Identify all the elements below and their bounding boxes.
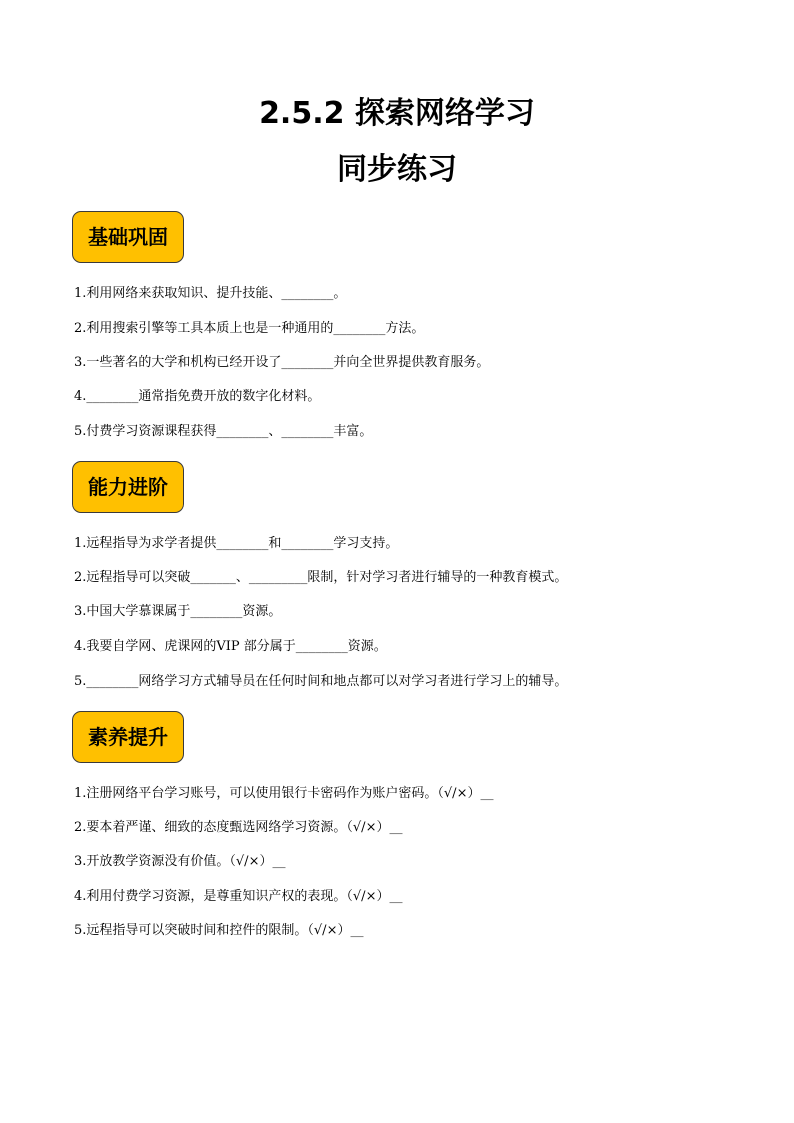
question-item: 3.开放教学资源没有价值。（√/×）__ <box>74 854 286 869</box>
question-item: 1.利用网络来获取知识、提升技能、________。 <box>74 286 347 301</box>
question-item: 4.我要自学网、虎课网的VIP 部分属于________资源。 <box>74 639 387 654</box>
question-item: 2.要本着严谨、细致的态度甄选网络学习资源。（√/×）__ <box>74 820 403 835</box>
question-item: 3.中国大学慕课属于________资源。 <box>74 604 282 619</box>
question-item: 5.远程指导可以突破时间和控件的限制。（√/×）__ <box>74 923 364 938</box>
question-item: 5.________网络学习方式辅导员在任何时间和地点都可以对学习者进行学习上的辅导。 <box>74 674 568 689</box>
question-item: 5.付费学习资源课程获得________、________丰富。 <box>74 424 373 439</box>
question-item: 1.远程指导为求学者提供________和________学习支持。 <box>74 536 399 551</box>
question-item: 4.利用付费学习资源，是尊重知识产权的表现。（√/×）__ <box>74 889 403 904</box>
page-title: 2.5.2 探索网络学习 <box>259 96 535 131</box>
section-badge-basic: 基础巩固 <box>72 211 184 263</box>
question-item: 2.远程指导可以突破_______、_________限制，针对学习者进行辅导的一种教育模式。 <box>74 570 568 585</box>
section-badge-advanced: 能力进阶 <box>72 461 184 513</box>
question-item: 3.一些著名的大学和机构已经开设了________并向全世界提供教育服务。 <box>74 355 490 370</box>
page-subtitle: 同步练习 <box>337 152 457 187</box>
question-item: 4.________通常指免费开放的数字化材料。 <box>74 389 321 404</box>
question-item: 2.利用搜索引擎等工具本质上也是一种通用的________方法。 <box>74 321 425 336</box>
question-item: 1.注册网络平台学习账号，可以使用银行卡密码作为账户密码。（√/×）__ <box>74 786 494 801</box>
section-badge-literacy: 素养提升 <box>72 711 184 763</box>
